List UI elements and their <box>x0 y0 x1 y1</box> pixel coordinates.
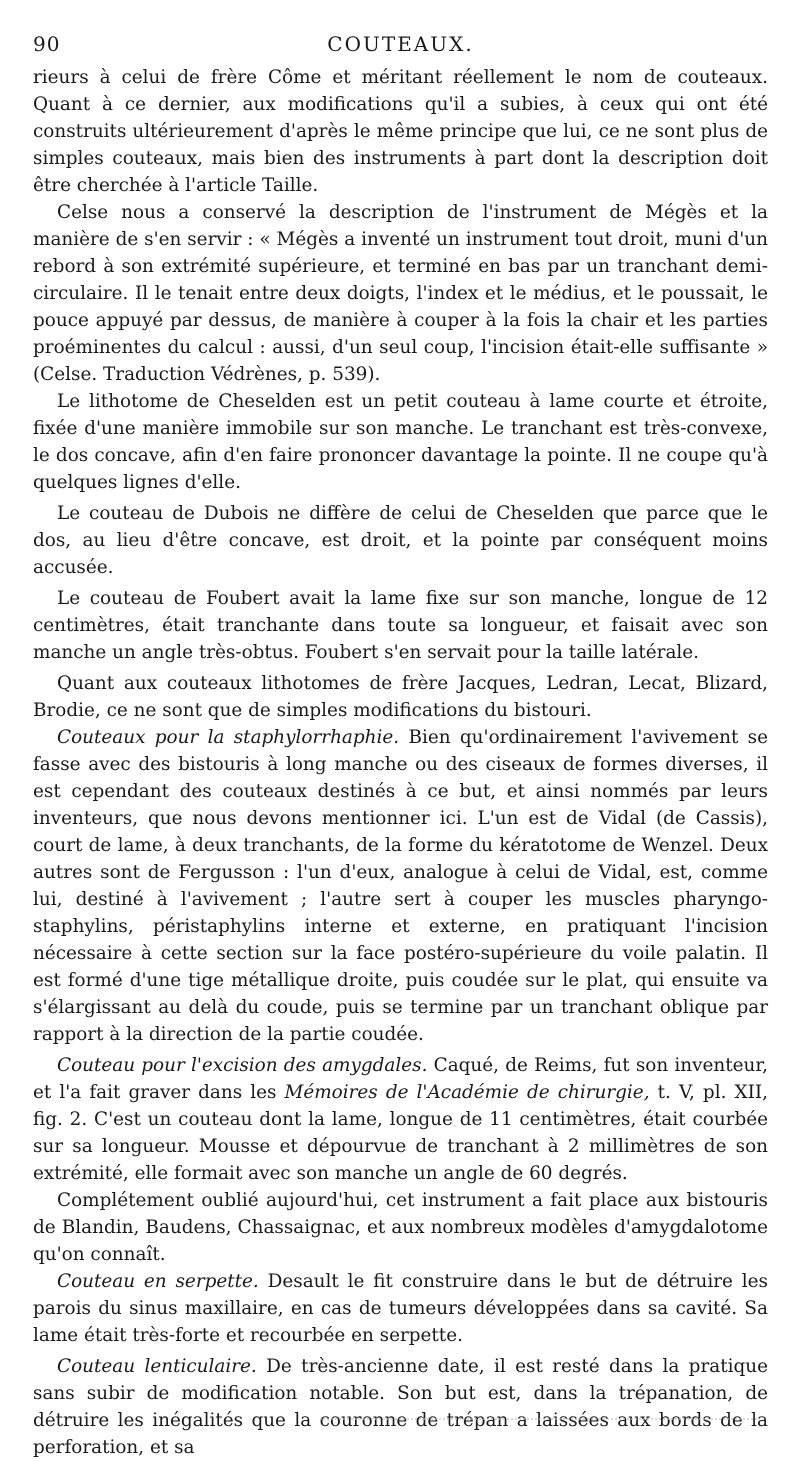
paragraph-continuation <box>33 64 768 199</box>
book-page <box>33 28 768 1461</box>
section-heading: Couteau lenticulaire. <box>57 1356 257 1377</box>
body-text <box>33 64 768 1461</box>
page-number: 90 <box>33 32 61 56</box>
paragraph-oublie <box>33 1187 768 1268</box>
paragraph-text: Desault le fit construire dans le but de détruire les parois du sinus maxillaire, en cas de tumeurs développées dans sa cavité. Sa lame était très-forte et recourbée en serpette. <box>33 1271 768 1346</box>
paragraph-text: Celse nous a conservé la description de l'instrument de Mégès et la manière de s'en servir : « Mégès a inventé un instrument tout droit, muni d'un rebord à son extrémité supérieure, et terminé en bas par un tranchant demi-circulaire. Il le tenait entre deux doigts, l'index et le médius, et le poussait, le pouce appuyé par dessus, de manière à couper à la fois la chair et les parties proéminentes du calcul : aussi, d'un seul coup, l'incision était-elle suffisante » (Celse. Traduction Védrènes, p. 539). <box>33 202 768 385</box>
paragraph-text: De très-ancienne date, il est resté dans la pratique sans subir de modification notable. Son but est, dans la trépanation, de détruire les inégalités que la couronne de trépan a laissées aux bords de la perforation, et sa <box>33 1356 768 1458</box>
italic-reference: Mémoires de l'Académie de chirurgie, <box>284 1082 650 1103</box>
paragraph-foubert <box>33 585 768 666</box>
paragraph-lithotomes <box>33 670 768 724</box>
paragraph-text: rieurs à celui de frère Côme et méritant réellement le nom de couteaux. Quant à ce dernier, aux modifications qu'il a subies, à ceux qui ont été construits ultérieurement d'après le même principe que lui, ce ne sont plus de simples couteaux, mais bien des instruments à part dont la description doit être cherchée à l'article Taille. <box>33 67 768 196</box>
paragraph-text: Complétement oublié aujourd'hui, cet instrument a fait place aux bistouris de Blandin, Baudens, Chassaignac, et aux nombreux modèles d'amygdalotome qu'on connaît. <box>33 1190 768 1265</box>
paragraph-amygdales <box>33 1052 768 1187</box>
paragraph-lenticulaire <box>33 1353 768 1461</box>
paragraph-dubois <box>33 500 768 581</box>
paragraph-text: Le couteau de Dubois ne diffère de celui de Cheselden que parce que le dos, au lieu d'être concave, est droit, et la pointe par conséquent moins accusée. <box>33 503 768 578</box>
paragraph-text: Bien qu'ordinairement l'avivement se fasse avec des bistouris à long manche ou des ciseaux de formes diverses, il est cependant des couteaux destinés à ce but, et ainsi nommés par leurs inventeurs, que nous devons mentionner ici. L'un est de Vidal (de Cassis), court de lame, à deux tranchants, de la forme du kératotome de Wenzel. Deux autres sont de Fergusson : l'un d'eux, analogue à celui de Vidal, est, comme lui, destiné à l'avivement ; l'autre sert à couper les muscles pharyngo-staphylins, péristaphylins interne et externe, en pratiquant l'incision nécessaire à cette section sur la face postéro-supérieure du voile palatin. Il est formé d'une tige métallique droite, puis coudée sur le plat, qui ensuite va s'élargissant au delà du coude, puis se termine par un tranchant oblique par rapport à la direction de la partie coudée. <box>33 727 768 1045</box>
running-title: COUTEAUX. <box>327 32 474 56</box>
section-heading: Couteau en serpette. <box>57 1271 259 1292</box>
running-head <box>33 28 768 64</box>
paragraph-staphylorrhaphie <box>33 724 768 1048</box>
paragraph-text: Quant aux couteaux lithotomes de frère Jacques, Ledran, Lecat, Blizard, Brodie, ce ne sont que de simples modifications du bistouri. <box>33 673 768 721</box>
section-heading: Couteaux pour la staphylorrhaphie. <box>57 727 400 748</box>
paragraph-text: Le lithotome de Cheselden est un petit couteau à lame courte et étroite, fixée d'une manière immobile sur son manche. Le tranchant est très-convexe, le dos concave, afin d'en faire prononcer davantage la pointe. Il ne coupe qu'à quelques lignes d'elle. <box>33 391 768 493</box>
paragraph-text: Le couteau de Foubert avait la lame fixe sur son manche, longue de 12 centimètres, était tranchante dans toute sa longueur, et faisait avec son manche un angle très-obtus. Foubert s'en servait pour la taille latérale. <box>33 588 768 663</box>
paragraph-text: t. V, pl. XII, fig. 2. C'est un couteau dont la lame, longue de 11 centimètres, était courbée sur sa longueur. Mousse et dépourvue de tranchant à 2 millimètres de son extrémité, elle formait avec son manche un angle de 60 degrés. <box>33 1082 768 1184</box>
paragraph-celse-meges <box>33 199 768 388</box>
scan-artifact-specks <box>320 1418 760 1424</box>
section-heading: Couteau pour l'excision des amygdales. <box>57 1055 428 1076</box>
paragraph-text: Caqué, de Reims, fut son inventeur, et l'a fait graver dans les <box>33 1055 768 1103</box>
paragraph-serpette <box>33 1268 768 1349</box>
paragraph-cheselden <box>33 388 768 496</box>
